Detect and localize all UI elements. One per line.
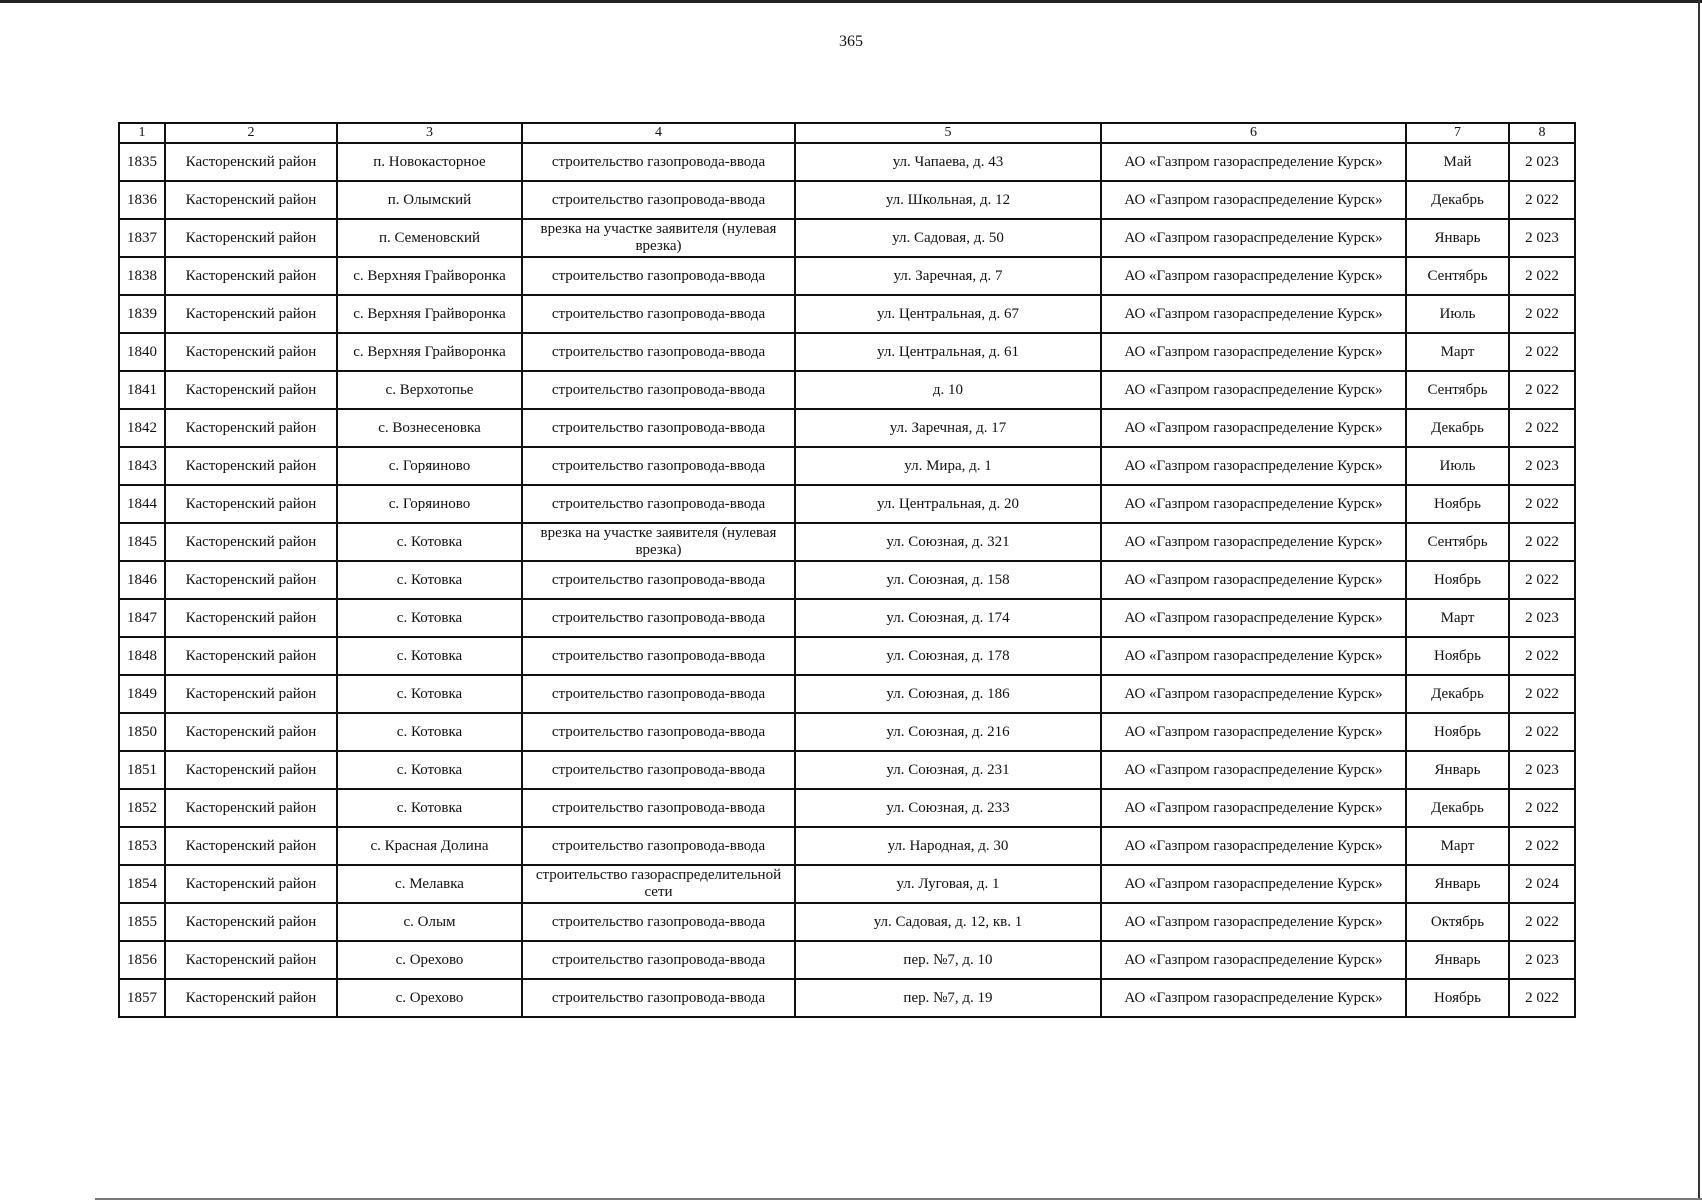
- row-number-cell: 1843: [119, 447, 165, 485]
- organization-cell: АО «Газпром газораспределение Курск»: [1101, 941, 1406, 979]
- year-cell: 2 022: [1509, 675, 1575, 713]
- row-number-cell: 1848: [119, 637, 165, 675]
- year-cell: 2 022: [1509, 181, 1575, 219]
- year-cell: 2 022: [1509, 409, 1575, 447]
- table-row: [119, 447, 1575, 485]
- settlement-cell: с. Котовка: [337, 599, 522, 637]
- year-cell: 2 023: [1509, 751, 1575, 789]
- row-number-cell: 1844: [119, 485, 165, 523]
- month-cell: Январь: [1406, 941, 1509, 979]
- month-cell: Ноябрь: [1406, 561, 1509, 599]
- top-border-line: [0, 0, 1702, 3]
- district-cell: Касторенский район: [165, 485, 337, 523]
- row-number-cell: 1853: [119, 827, 165, 865]
- settlement-cell: с. Верхняя Грайворонка: [337, 333, 522, 371]
- table-row: [119, 485, 1575, 523]
- settlement-cell: с. Котовка: [337, 713, 522, 751]
- month-cell: Январь: [1406, 865, 1509, 903]
- address-cell: ул. Чапаева, д. 43: [795, 143, 1101, 181]
- year-cell: 2 023: [1509, 941, 1575, 979]
- settlement-cell: с. Котовка: [337, 751, 522, 789]
- year-cell: 2 022: [1509, 371, 1575, 409]
- month-cell: Январь: [1406, 219, 1509, 257]
- organization-cell: АО «Газпром газораспределение Курск»: [1101, 713, 1406, 751]
- district-cell: Касторенский район: [165, 295, 337, 333]
- work-type-cell: врезка на участке заявителя (нулевая врезка): [522, 523, 795, 561]
- month-cell: Ноябрь: [1406, 713, 1509, 751]
- year-cell: 2 022: [1509, 637, 1575, 675]
- month-cell: Сентябрь: [1406, 257, 1509, 295]
- work-type-cell: строительство газопровода-ввода: [522, 485, 795, 523]
- year-cell: 2 022: [1509, 333, 1575, 371]
- table-row: [119, 219, 1575, 257]
- work-type-cell: врезка на участке заявителя (нулевая врезка): [522, 219, 795, 257]
- district-cell: Касторенский район: [165, 789, 337, 827]
- organization-cell: АО «Газпром газораспределение Курск»: [1101, 333, 1406, 371]
- table-row: [119, 903, 1575, 941]
- table-row: [119, 333, 1575, 371]
- year-cell: 2 023: [1509, 599, 1575, 637]
- settlement-cell: с. Вознесеновка: [337, 409, 522, 447]
- work-type-cell: строительство газопровода-ввода: [522, 447, 795, 485]
- address-cell: ул. Центральная, д. 20: [795, 485, 1101, 523]
- column-header: 4: [522, 123, 795, 143]
- row-number-cell: 1837: [119, 219, 165, 257]
- month-cell: Октябрь: [1406, 903, 1509, 941]
- organization-cell: АО «Газпром газораспределение Курск»: [1101, 143, 1406, 181]
- row-number-cell: 1836: [119, 181, 165, 219]
- table-body: [119, 143, 1575, 1017]
- organization-cell: АО «Газпром газораспределение Курск»: [1101, 675, 1406, 713]
- row-number-cell: 1846: [119, 561, 165, 599]
- year-cell: 2 022: [1509, 523, 1575, 561]
- row-number-cell: 1835: [119, 143, 165, 181]
- right-border-line: [1698, 0, 1700, 1200]
- address-cell: ул. Заречная, д. 7: [795, 257, 1101, 295]
- month-cell: Март: [1406, 333, 1509, 371]
- organization-cell: АО «Газпром газораспределение Курск»: [1101, 789, 1406, 827]
- row-number-cell: 1854: [119, 865, 165, 903]
- district-cell: Касторенский район: [165, 409, 337, 447]
- year-cell: 2 022: [1509, 979, 1575, 1017]
- table-row: [119, 751, 1575, 789]
- column-header: 1: [119, 123, 165, 143]
- organization-cell: АО «Газпром газораспределение Курск»: [1101, 561, 1406, 599]
- month-cell: Январь: [1406, 751, 1509, 789]
- month-cell: Декабрь: [1406, 789, 1509, 827]
- column-header: 6: [1101, 123, 1406, 143]
- month-cell: Июль: [1406, 295, 1509, 333]
- year-cell: 2 023: [1509, 143, 1575, 181]
- table-row: [119, 979, 1575, 1017]
- column-header: 2: [165, 123, 337, 143]
- table-row: [119, 295, 1575, 333]
- month-cell: Март: [1406, 827, 1509, 865]
- work-type-cell: строительство газораспределительной сети: [522, 865, 795, 903]
- row-number-cell: 1842: [119, 409, 165, 447]
- settlement-cell: с. Котовка: [337, 637, 522, 675]
- address-cell: ул. Луговая, д. 1: [795, 865, 1101, 903]
- district-cell: Касторенский район: [165, 143, 337, 181]
- address-cell: ул. Садовая, д. 12, кв. 1: [795, 903, 1101, 941]
- year-cell: 2 024: [1509, 865, 1575, 903]
- row-number-cell: 1850: [119, 713, 165, 751]
- address-cell: ул. Заречная, д. 17: [795, 409, 1101, 447]
- table-row: [119, 827, 1575, 865]
- settlement-cell: с. Котовка: [337, 561, 522, 599]
- year-cell: 2 023: [1509, 447, 1575, 485]
- district-cell: Касторенский район: [165, 827, 337, 865]
- work-type-cell: строительство газопровода-ввода: [522, 295, 795, 333]
- work-type-cell: строительство газопровода-ввода: [522, 143, 795, 181]
- table-row: [119, 409, 1575, 447]
- address-cell: ул. Центральная, д. 61: [795, 333, 1101, 371]
- settlement-cell: с. Олым: [337, 903, 522, 941]
- address-cell: д. 10: [795, 371, 1101, 409]
- table-row: [119, 143, 1575, 181]
- year-cell: 2 022: [1509, 827, 1575, 865]
- settlement-cell: с. Верхняя Грайворонка: [337, 295, 522, 333]
- address-cell: ул. Центральная, д. 67: [795, 295, 1101, 333]
- row-number-cell: 1847: [119, 599, 165, 637]
- settlement-cell: с. Горяиново: [337, 447, 522, 485]
- address-cell: ул. Народная, д. 30: [795, 827, 1101, 865]
- settlement-cell: с. Красная Долина: [337, 827, 522, 865]
- organization-cell: АО «Газпром газораспределение Курск»: [1101, 523, 1406, 561]
- table-row: [119, 523, 1575, 561]
- work-type-cell: строительство газопровода-ввода: [522, 789, 795, 827]
- table-row: [119, 637, 1575, 675]
- organization-cell: АО «Газпром газораспределение Курск»: [1101, 485, 1406, 523]
- district-cell: Касторенский район: [165, 333, 337, 371]
- page-number: 365: [839, 33, 863, 50]
- row-number-cell: 1852: [119, 789, 165, 827]
- settlement-cell: с. Мелавка: [337, 865, 522, 903]
- year-cell: 2 022: [1509, 903, 1575, 941]
- organization-cell: АО «Газпром газораспределение Курск»: [1101, 751, 1406, 789]
- organization-cell: АО «Газпром газораспределение Курск»: [1101, 979, 1406, 1017]
- settlement-cell: с. Горяиново: [337, 485, 522, 523]
- row-number-cell: 1856: [119, 941, 165, 979]
- year-cell: 2 022: [1509, 789, 1575, 827]
- month-cell: Март: [1406, 599, 1509, 637]
- district-cell: Касторенский район: [165, 941, 337, 979]
- address-cell: ул. Союзная, д. 216: [795, 713, 1101, 751]
- settlement-cell: п. Семеновский: [337, 219, 522, 257]
- district-cell: Касторенский район: [165, 751, 337, 789]
- column-header: 5: [795, 123, 1101, 143]
- row-number-cell: 1838: [119, 257, 165, 295]
- month-cell: Июль: [1406, 447, 1509, 485]
- work-type-cell: строительство газопровода-ввода: [522, 637, 795, 675]
- table-row: [119, 371, 1575, 409]
- work-type-cell: строительство газопровода-ввода: [522, 409, 795, 447]
- month-cell: Сентябрь: [1406, 371, 1509, 409]
- organization-cell: АО «Газпром газораспределение Курск»: [1101, 599, 1406, 637]
- work-type-cell: строительство газопровода-ввода: [522, 181, 795, 219]
- work-type-cell: строительство газопровода-ввода: [522, 941, 795, 979]
- address-cell: ул. Союзная, д. 186: [795, 675, 1101, 713]
- district-cell: Касторенский район: [165, 257, 337, 295]
- organization-cell: АО «Газпром газораспределение Курск»: [1101, 257, 1406, 295]
- organization-cell: АО «Газпром газораспределение Курск»: [1101, 371, 1406, 409]
- table-row: [119, 941, 1575, 979]
- settlement-cell: п. Олымский: [337, 181, 522, 219]
- organization-cell: АО «Газпром газораспределение Курск»: [1101, 903, 1406, 941]
- work-type-cell: строительство газопровода-ввода: [522, 827, 795, 865]
- address-cell: ул. Союзная, д. 178: [795, 637, 1101, 675]
- district-cell: Касторенский район: [165, 675, 337, 713]
- row-number-cell: 1845: [119, 523, 165, 561]
- column-header: 3: [337, 123, 522, 143]
- table-row: [119, 675, 1575, 713]
- month-cell: Ноябрь: [1406, 637, 1509, 675]
- address-cell: ул. Союзная, д. 158: [795, 561, 1101, 599]
- district-cell: Касторенский район: [165, 181, 337, 219]
- organization-cell: АО «Газпром газораспределение Курск»: [1101, 219, 1406, 257]
- row-number-cell: 1840: [119, 333, 165, 371]
- district-cell: Касторенский район: [165, 561, 337, 599]
- work-type-cell: строительство газопровода-ввода: [522, 333, 795, 371]
- work-type-cell: строительство газопровода-ввода: [522, 713, 795, 751]
- table-row: [119, 561, 1575, 599]
- month-cell: Декабрь: [1406, 181, 1509, 219]
- month-cell: Ноябрь: [1406, 979, 1509, 1017]
- work-type-cell: строительство газопровода-ввода: [522, 371, 795, 409]
- address-cell: пер. №7, д. 10: [795, 941, 1101, 979]
- district-cell: Касторенский район: [165, 979, 337, 1017]
- organization-cell: АО «Газпром газораспределение Курск»: [1101, 447, 1406, 485]
- year-cell: 2 022: [1509, 713, 1575, 751]
- settlement-cell: с. Котовка: [337, 789, 522, 827]
- row-number-cell: 1841: [119, 371, 165, 409]
- month-cell: Декабрь: [1406, 675, 1509, 713]
- organization-cell: АО «Газпром газораспределение Курск»: [1101, 295, 1406, 333]
- row-number-cell: 1857: [119, 979, 165, 1017]
- column-header: 7: [1406, 123, 1509, 143]
- district-cell: Касторенский район: [165, 371, 337, 409]
- address-cell: пер. №7, д. 19: [795, 979, 1101, 1017]
- work-type-cell: строительство газопровода-ввода: [522, 903, 795, 941]
- district-cell: Касторенский район: [165, 903, 337, 941]
- address-cell: ул. Союзная, д. 321: [795, 523, 1101, 561]
- district-cell: Касторенский район: [165, 523, 337, 561]
- column-header: 8: [1509, 123, 1575, 143]
- settlement-cell: с. Верхняя Грайворонка: [337, 257, 522, 295]
- row-number-cell: 1855: [119, 903, 165, 941]
- address-cell: ул. Садовая, д. 50: [795, 219, 1101, 257]
- address-cell: ул. Союзная, д. 174: [795, 599, 1101, 637]
- table-row: [119, 181, 1575, 219]
- organization-cell: АО «Газпром газораспределение Курск»: [1101, 409, 1406, 447]
- district-cell: Касторенский район: [165, 219, 337, 257]
- address-cell: ул. Школьная, д. 12: [795, 181, 1101, 219]
- work-type-cell: строительство газопровода-ввода: [522, 257, 795, 295]
- year-cell: 2 022: [1509, 485, 1575, 523]
- district-cell: Касторенский район: [165, 865, 337, 903]
- row-number-cell: 1849: [119, 675, 165, 713]
- settlement-cell: с. Орехово: [337, 941, 522, 979]
- work-type-cell: строительство газопровода-ввода: [522, 599, 795, 637]
- month-cell: Сентябрь: [1406, 523, 1509, 561]
- row-number-cell: 1851: [119, 751, 165, 789]
- work-type-cell: строительство газопровода-ввода: [522, 979, 795, 1017]
- address-cell: ул. Союзная, д. 233: [795, 789, 1101, 827]
- year-cell: 2 022: [1509, 257, 1575, 295]
- organization-cell: АО «Газпром газораспределение Курск»: [1101, 637, 1406, 675]
- settlement-cell: п. Новокасторное: [337, 143, 522, 181]
- table-row: [119, 789, 1575, 827]
- address-cell: ул. Мира, д. 1: [795, 447, 1101, 485]
- organization-cell: АО «Газпром газораспределение Курск»: [1101, 865, 1406, 903]
- table-row: [119, 713, 1575, 751]
- header-row: [119, 123, 1575, 143]
- year-cell: 2 022: [1509, 295, 1575, 333]
- address-cell: ул. Союзная, д. 231: [795, 751, 1101, 789]
- work-type-cell: строительство газопровода-ввода: [522, 561, 795, 599]
- month-cell: Май: [1406, 143, 1509, 181]
- year-cell: 2 023: [1509, 219, 1575, 257]
- work-type-cell: строительство газопровода-ввода: [522, 751, 795, 789]
- settlement-cell: с. Котовка: [337, 523, 522, 561]
- organization-cell: АО «Газпром газораспределение Курск»: [1101, 827, 1406, 865]
- gasification-table: [118, 122, 1576, 1018]
- district-cell: Касторенский район: [165, 447, 337, 485]
- district-cell: Касторенский район: [165, 637, 337, 675]
- settlement-cell: с. Орехово: [337, 979, 522, 1017]
- year-cell: 2 022: [1509, 561, 1575, 599]
- month-cell: Декабрь: [1406, 409, 1509, 447]
- row-number-cell: 1839: [119, 295, 165, 333]
- work-type-cell: строительство газопровода-ввода: [522, 675, 795, 713]
- table-row: [119, 599, 1575, 637]
- district-cell: Касторенский район: [165, 599, 337, 637]
- table-row: [119, 865, 1575, 903]
- district-cell: Касторенский район: [165, 713, 337, 751]
- month-cell: Ноябрь: [1406, 485, 1509, 523]
- table-row: [119, 257, 1575, 295]
- settlement-cell: с. Верхотопье: [337, 371, 522, 409]
- organization-cell: АО «Газпром газораспределение Курск»: [1101, 181, 1406, 219]
- settlement-cell: с. Котовка: [337, 675, 522, 713]
